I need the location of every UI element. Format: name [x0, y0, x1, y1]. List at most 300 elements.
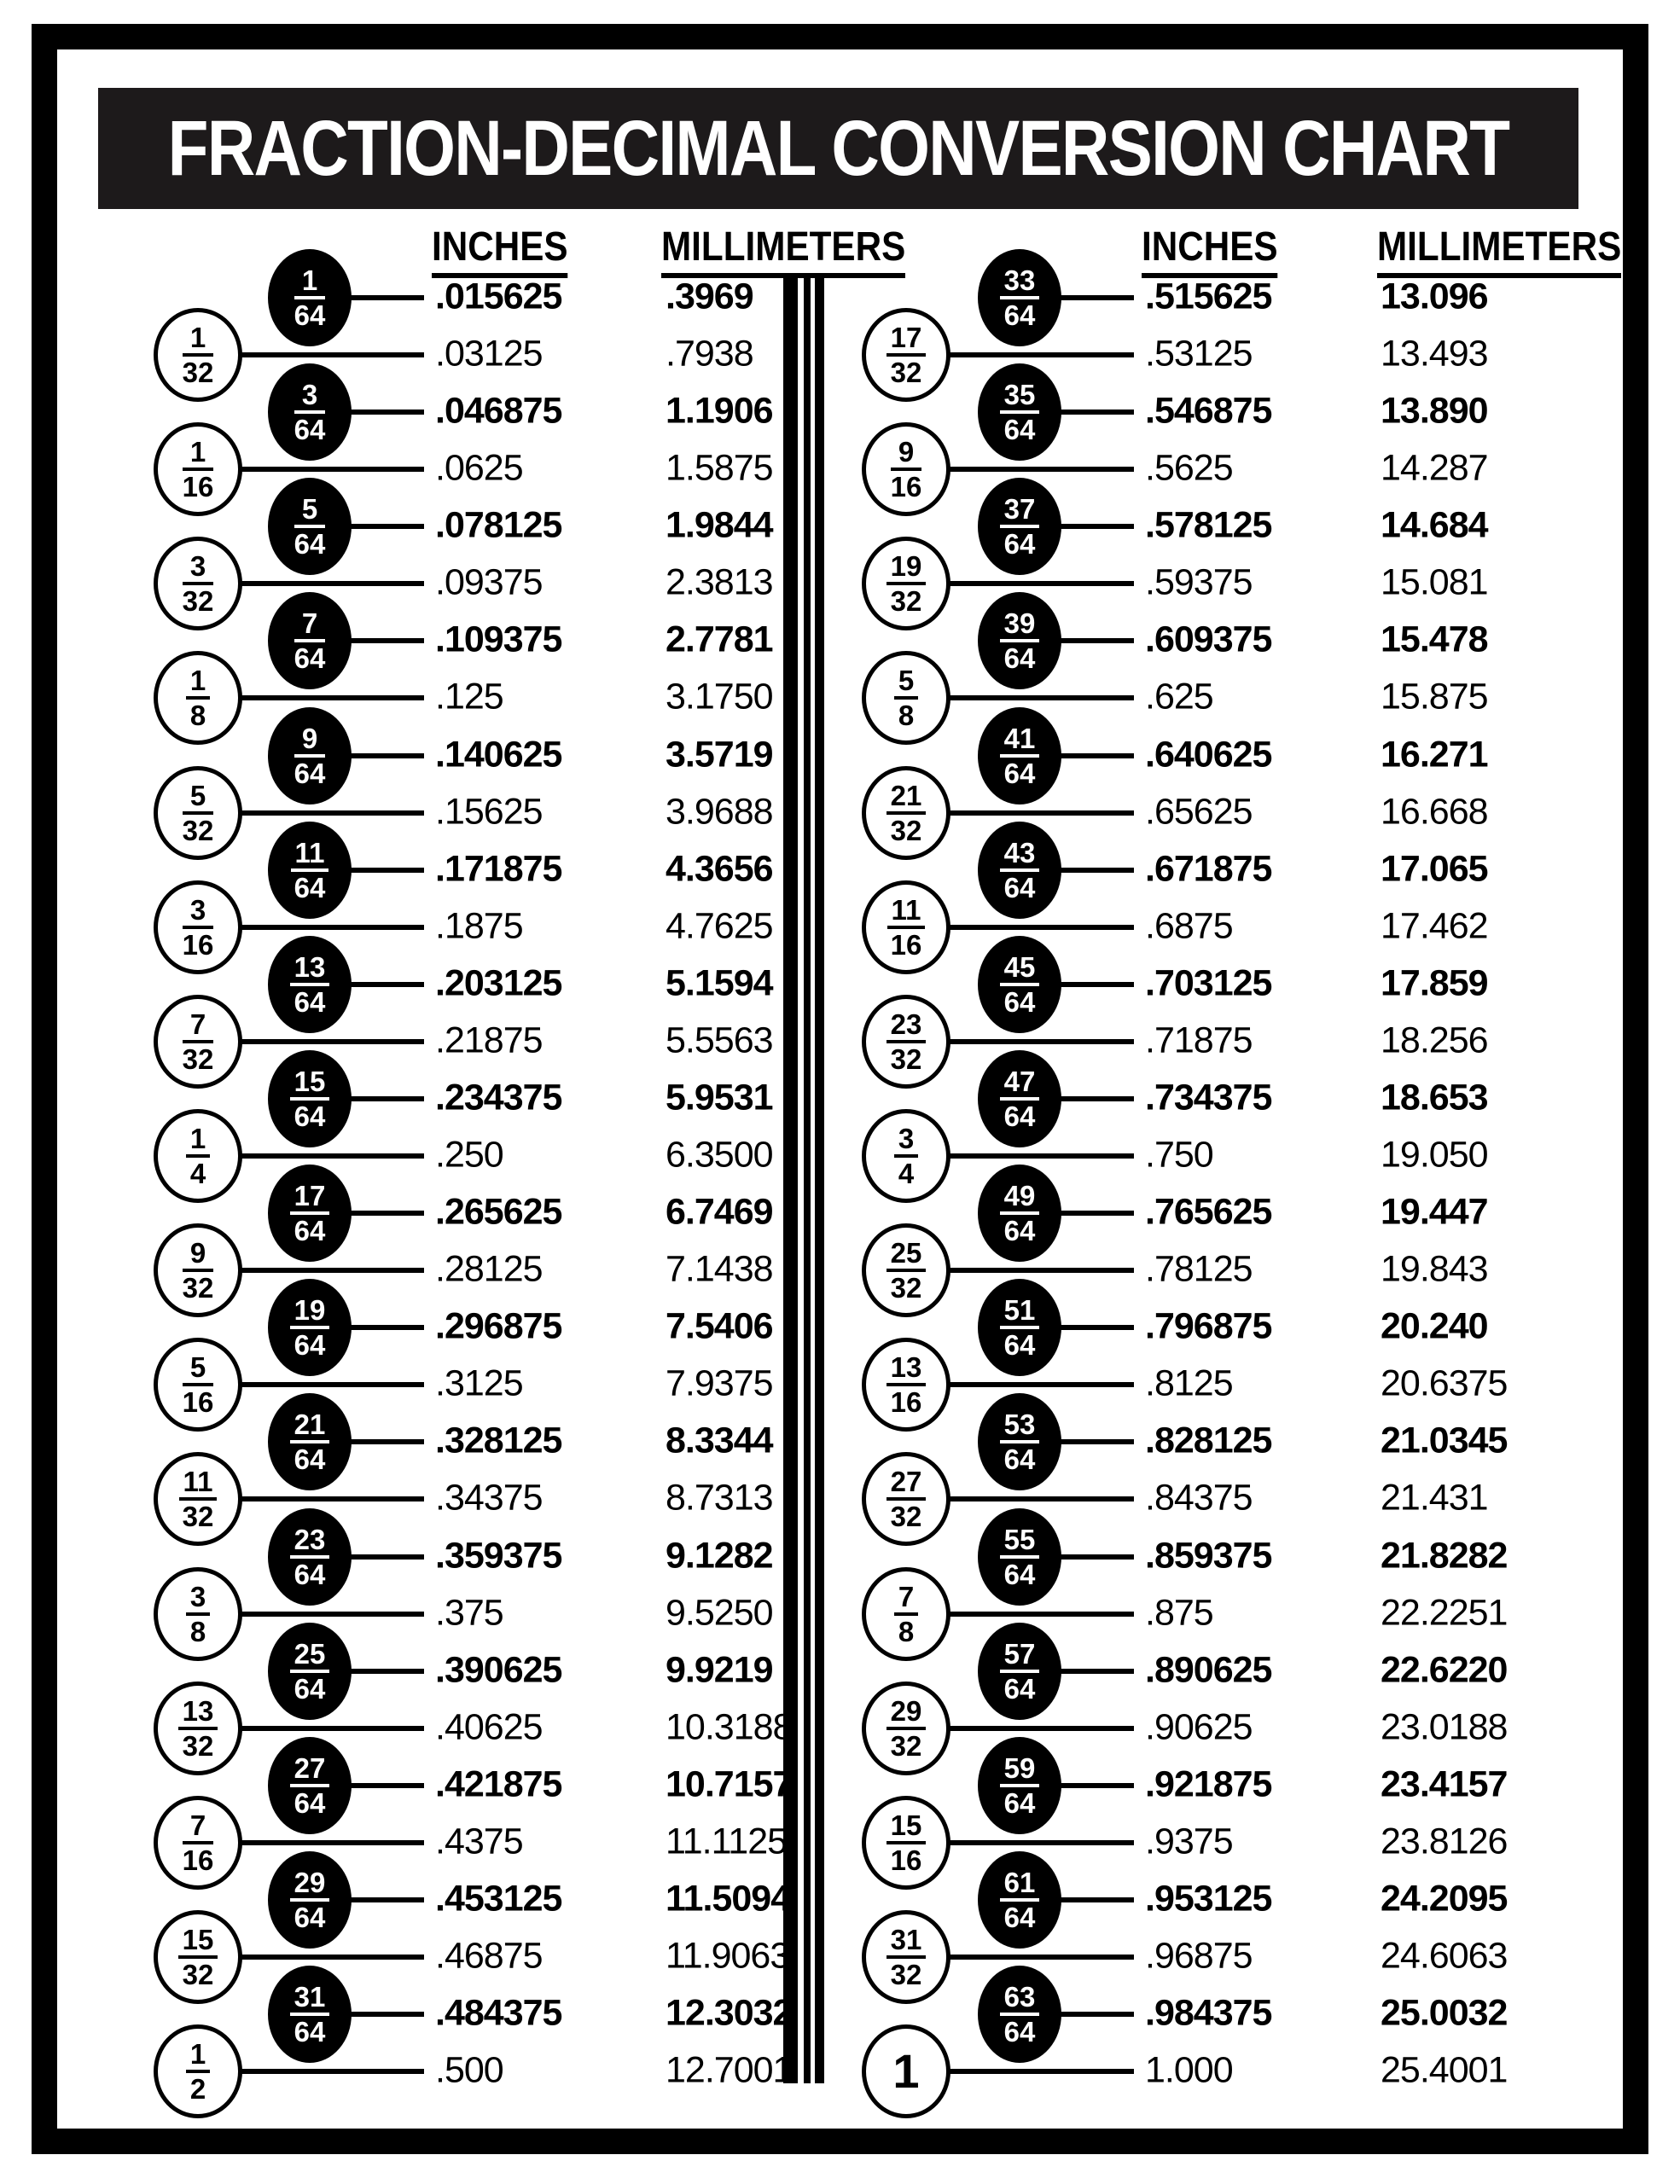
fraction-label: [1000, 266, 1040, 329]
fraction-denominator: 16: [182, 928, 214, 961]
fraction-circle: [268, 1393, 352, 1490]
inches-value: .34375: [435, 1477, 543, 1519]
fraction-label: [887, 1811, 927, 1874]
fraction-denominator: 32: [182, 1272, 214, 1304]
mm-value: 2.7781: [666, 619, 773, 660]
connector-line: [947, 1612, 1134, 1617]
fraction-denominator: 32: [890, 585, 922, 618]
connector-line: [947, 1268, 1134, 1273]
fraction-numerator: 35: [1000, 380, 1040, 414]
connector-line: [348, 2012, 424, 2017]
fraction-numerator: 57: [1000, 1640, 1040, 1673]
inches-value: 1.000: [1145, 2049, 1233, 2091]
mm-value: 15.081: [1381, 561, 1488, 603]
fraction-label: [894, 1580, 918, 1647]
connector-line: [348, 1325, 424, 1330]
fraction-numerator: 17: [887, 323, 927, 357]
fraction-circle: [862, 651, 950, 745]
fraction-circle: [978, 1165, 1061, 1262]
fraction-denominator: 64: [1003, 299, 1036, 331]
mm-value: 9.5250: [666, 1592, 773, 1634]
fraction-label: [178, 1926, 218, 1989]
fraction-denominator: 64: [294, 757, 326, 789]
fraction-label: [1000, 950, 1040, 1018]
fraction-circle: [268, 1050, 352, 1147]
fraction-denominator: 64: [1003, 1215, 1036, 1247]
inches-value: .171875: [435, 848, 562, 890]
fraction-label: [179, 1467, 218, 1531]
inches-value: .90625: [1145, 1706, 1253, 1748]
fraction-circle: [268, 1165, 352, 1262]
fraction-label: [290, 1868, 330, 1931]
fraction-denominator: 8: [189, 1615, 206, 1647]
fraction-denominator: 8: [898, 1615, 915, 1647]
inches-value: .828125: [1145, 1420, 1272, 1461]
fraction-label: [290, 1525, 330, 1589]
fraction-circle: [978, 1508, 1061, 1606]
mm-value: 5.5563: [666, 1019, 773, 1061]
fraction-denominator: 64: [1003, 2016, 1036, 2048]
fraction-denominator: 16: [182, 471, 214, 503]
inches-value: .625: [1145, 677, 1213, 718]
inches-value: .984375: [1145, 1992, 1272, 2034]
fraction-denominator: 64: [294, 2016, 326, 2048]
mm-value: 13.096: [1381, 276, 1488, 317]
fraction-label: [887, 1010, 927, 1073]
fraction-denominator: 64: [1003, 1100, 1036, 1132]
fraction-circle: [978, 1623, 1061, 1720]
mm-value: 7.9375: [666, 1362, 773, 1404]
fraction-circle: [154, 1567, 242, 1661]
fraction-label: [1000, 1751, 1040, 1819]
fraction-label: [183, 781, 214, 845]
mm-value: 3.5719: [666, 734, 773, 775]
mm-value: 4.7625: [666, 905, 773, 947]
connector-line: [239, 2069, 424, 2074]
fraction-denominator: 64: [1003, 757, 1036, 789]
inches-value: .71875: [1145, 1019, 1253, 1061]
connector-line: [947, 467, 1134, 472]
fraction-denominator: 64: [294, 1786, 326, 1819]
connector-line: [1058, 1783, 1134, 1788]
connector-line: [947, 352, 1134, 357]
fraction-circle: [154, 766, 242, 860]
page-title: FRACTION-DECIMAL CONVERSION CHART: [167, 104, 1509, 192]
fraction-circle: [154, 1452, 242, 1546]
fraction-circle: [268, 1737, 352, 1834]
fraction-circle: [862, 537, 950, 630]
inches-value: .859375: [1145, 1535, 1272, 1577]
fraction-numerator: 9: [294, 724, 326, 758]
fraction-numerator: 61: [1000, 1868, 1040, 1902]
fraction-label: [1000, 1637, 1040, 1705]
fraction-numerator: 9: [183, 1239, 214, 1272]
connector-line: [947, 925, 1134, 930]
inches-value: .09375: [435, 561, 543, 603]
fraction-label: [178, 1694, 218, 1762]
fraction-label: [183, 1010, 214, 1073]
inches-value: .500: [435, 2049, 503, 2091]
mm-value: 15.478: [1381, 619, 1488, 660]
fraction-numerator: 5: [183, 781, 214, 815]
fraction-numerator: 19: [290, 1296, 330, 1329]
fraction-circle: [978, 822, 1061, 919]
inches-value: .453125: [435, 1878, 562, 1920]
connector-line: [348, 1211, 424, 1216]
fraction-circle: [862, 1109, 950, 1203]
fraction-circle: [862, 2024, 950, 2118]
fraction-circle: [154, 1910, 242, 2004]
fraction-denominator: 16: [182, 1844, 214, 1876]
inches-value: .421875: [435, 1763, 562, 1805]
connector-line: [239, 1840, 424, 1845]
fraction-circle: [862, 1682, 950, 1775]
inches-value: .03125: [435, 333, 543, 375]
inches-value: .6875: [1145, 905, 1233, 947]
mm-value: 12.7001: [666, 2049, 793, 2091]
fraction-label: [1000, 1182, 1040, 1245]
fraction-denominator: 32: [890, 814, 922, 846]
fraction-denominator: 8: [898, 700, 915, 732]
fraction-label: [891, 438, 922, 501]
fraction-label: [887, 1239, 927, 1302]
connector-line: [947, 1726, 1134, 1731]
fraction-label: [887, 322, 927, 389]
fraction-denominator: 64: [294, 871, 326, 903]
connector-line: [348, 1669, 424, 1674]
fraction-label: [290, 1294, 330, 1362]
fraction-denominator: 64: [294, 1443, 326, 1476]
inches-value: .359375: [435, 1535, 562, 1577]
mm-value: 21.8282: [1381, 1535, 1508, 1577]
inches-value: .921875: [1145, 1763, 1272, 1805]
fraction-numerator: 5: [294, 495, 326, 528]
fraction-circle: [154, 1109, 242, 1203]
fraction-circle: [154, 422, 242, 516]
fraction-label: [294, 607, 326, 675]
fraction-label: [186, 2038, 210, 2106]
connector-line: [947, 810, 1134, 816]
fraction-denominator: 64: [1003, 1786, 1036, 1819]
fraction-label: [290, 1637, 330, 1705]
inches-value: .734375: [1145, 1077, 1272, 1118]
fraction-circle: [268, 936, 352, 1033]
mm-value: 9.1282: [666, 1535, 773, 1577]
mm-value: 3.1750: [666, 677, 773, 718]
fraction-denominator: 32: [182, 1959, 214, 1991]
connector-line: [1058, 295, 1134, 300]
mm-value: 19.050: [1381, 1134, 1488, 1176]
fraction-circle: [154, 1682, 242, 1775]
fraction-denominator: 32: [890, 1729, 922, 1762]
connector-line: [239, 1153, 424, 1159]
fraction-circle: [154, 1796, 242, 1890]
fraction-circle: [862, 1796, 950, 1890]
fraction-denominator: 32: [890, 1501, 922, 1533]
fraction-label: [183, 1811, 214, 1874]
fraction-denominator: 4: [189, 1158, 206, 1190]
fraction-circle: [268, 249, 352, 346]
fraction-denominator: 64: [294, 985, 326, 1018]
fraction-denominator: 64: [294, 1215, 326, 1247]
fraction-label: [291, 836, 329, 903]
fraction-label: [294, 380, 326, 444]
fraction-denominator: 64: [1003, 1901, 1036, 1933]
inches-value: .9375: [1145, 1821, 1233, 1862]
connector-line: [947, 1840, 1134, 1845]
center-divider-bar: [783, 275, 798, 2083]
connector-line: [348, 982, 424, 987]
mm-value: 1.1906: [666, 390, 773, 432]
fraction-denominator: 32: [890, 1959, 922, 1991]
inches-value: .96875: [1145, 1935, 1253, 1977]
fraction-numerator: 3: [183, 896, 214, 929]
fraction-label: [290, 1409, 330, 1476]
fraction-numerator: 11: [887, 896, 926, 929]
mm-value: 20.6375: [1381, 1362, 1508, 1404]
fraction-denominator: 64: [1003, 528, 1036, 561]
fraction-denominator: 64: [294, 299, 326, 331]
inches-value: .671875: [1145, 848, 1272, 890]
mm-value: 5.9531: [666, 1077, 773, 1118]
mm-value: 9.9219: [666, 1649, 773, 1691]
inches-value: .953125: [1145, 1878, 1272, 1920]
inches-value: .40625: [435, 1706, 543, 1748]
fraction-denominator: 32: [182, 1501, 214, 1533]
connector-line: [1058, 753, 1134, 758]
fraction-denominator: 64: [1003, 1443, 1036, 1476]
fraction-numerator: 3: [186, 1583, 210, 1616]
inches-value: .890625: [1145, 1649, 1272, 1691]
fraction-denominator: 32: [182, 357, 214, 389]
mm-value: 12.3032: [666, 1992, 793, 2034]
fraction-numerator: 27: [290, 1754, 330, 1787]
connector-line: [1058, 638, 1134, 643]
fraction-circle: [978, 249, 1061, 346]
mm-value: 21.431: [1381, 1477, 1488, 1519]
mm-value: 2.3813: [666, 561, 773, 603]
fraction-numerator: 15: [290, 1067, 330, 1101]
fraction-numerator: 23: [290, 1525, 330, 1559]
inches-value: .765625: [1145, 1191, 1272, 1233]
fraction-numerator: 7: [183, 1010, 214, 1043]
inches-value: .015625: [435, 276, 562, 317]
inches-value: .4375: [435, 1821, 523, 1862]
connector-line: [348, 1439, 424, 1444]
inches-value: .125: [435, 677, 503, 718]
fraction-label: [887, 781, 927, 845]
inches-value: .21875: [435, 1019, 543, 1061]
inches-header-right: INCHES: [1142, 224, 1278, 278]
connector-line: [239, 1268, 424, 1273]
mm-value: 24.6063: [1381, 1935, 1508, 1977]
fraction-label: [294, 266, 326, 329]
fraction-circle: [268, 478, 352, 575]
fraction-circle: [862, 1910, 950, 2004]
fraction-label: [887, 1926, 927, 1989]
connector-line: [947, 1496, 1134, 1502]
mm-value: 23.4157: [1381, 1763, 1508, 1805]
inches-value: .109375: [435, 619, 562, 660]
fraction-numerator: 31: [887, 1926, 927, 1959]
fraction-circle: [268, 1623, 352, 1720]
fraction-numerator: 25: [887, 1239, 927, 1272]
fraction-circle: [154, 537, 242, 630]
fraction-denominator: 16: [890, 928, 922, 961]
fraction-numerator: 13: [178, 1697, 218, 1730]
fraction-numerator: 53: [1000, 1410, 1040, 1443]
mm-value: 17.462: [1381, 905, 1488, 947]
mm-value: 11.9063: [666, 1935, 790, 1977]
inches-value: .65625: [1145, 791, 1253, 833]
connector-line: [348, 753, 424, 758]
connector-line: [348, 410, 424, 415]
fraction-circle: [978, 1737, 1061, 1834]
connector-line: [947, 1153, 1134, 1159]
fraction-denominator: 16: [890, 471, 922, 503]
fraction-circle: [154, 1223, 242, 1317]
fraction-denominator: 64: [294, 1100, 326, 1132]
mm-value: 7.5406: [666, 1305, 773, 1347]
mm-value: 25.4001: [1381, 2049, 1508, 2091]
fraction-circle: [862, 1452, 950, 1546]
connector-line: [239, 1955, 424, 1960]
mm-value: 19.447: [1381, 1191, 1488, 1233]
mm-value: 17.859: [1381, 962, 1488, 1004]
fraction-numerator: 7: [294, 609, 326, 642]
center-divider-bar: [815, 275, 824, 2083]
fraction-denominator: 64: [294, 414, 326, 446]
fraction-label: [290, 1182, 330, 1245]
fraction-numerator: 13: [290, 953, 330, 986]
fraction-numerator: 41: [1000, 724, 1040, 758]
inches-value: .578125: [1145, 504, 1272, 546]
fraction-label: [183, 1239, 214, 1302]
fraction-denominator: 32: [182, 1729, 214, 1762]
connector-line: [1058, 1439, 1134, 1444]
fraction-denominator: 32: [890, 1272, 922, 1304]
mm-value: 13.890: [1381, 390, 1488, 432]
inches-value: .84375: [1145, 1477, 1253, 1519]
connector-line: [947, 695, 1134, 700]
inches-value: .1875: [435, 905, 523, 947]
mm-value: 18.256: [1381, 1019, 1488, 1061]
mm-value: 23.0188: [1381, 1706, 1508, 1748]
inches-value: .53125: [1145, 333, 1253, 375]
fraction-denominator: 64: [1003, 1672, 1036, 1705]
fraction-label: [894, 1124, 918, 1188]
fraction-label: [1000, 1294, 1040, 1362]
inches-value: .796875: [1145, 1305, 1272, 1347]
connector-line: [239, 810, 424, 816]
connector-line: [1058, 1897, 1134, 1902]
fraction-circle: [154, 308, 242, 402]
fraction-numerator: 15: [887, 1811, 927, 1844]
fraction-circle: [978, 1050, 1061, 1147]
fraction-circle: [268, 1966, 352, 2063]
fraction-circle: [978, 1966, 1061, 2063]
fraction-circle: [978, 478, 1061, 575]
connector-line: [239, 1039, 424, 1044]
inches-value: .375: [435, 1592, 503, 1634]
mm-value: 11.1125: [666, 1821, 788, 1862]
fraction-numerator: 33: [1000, 266, 1040, 299]
fraction-numerator: 17: [290, 1182, 330, 1215]
inches-value: .78125: [1145, 1248, 1253, 1290]
fraction-label: [1000, 724, 1040, 787]
fraction-circle: [978, 707, 1061, 804]
mm-value: 14.684: [1381, 504, 1488, 546]
mm-value: 3.9688: [666, 791, 773, 833]
fraction-label: [887, 550, 927, 618]
fraction-numerator: 37: [1000, 495, 1040, 528]
connector-line: [348, 524, 424, 529]
mm-value: 21.0345: [1381, 1420, 1508, 1461]
fraction-circle: [978, 1279, 1061, 1376]
fraction-label: [290, 1983, 330, 2046]
inches-value: .140625: [435, 734, 562, 775]
fraction-numerator: 27: [887, 1467, 927, 1501]
fraction-circle: [978, 592, 1061, 689]
fraction-label: [186, 1124, 210, 1188]
fraction-numerator: 31: [290, 1983, 330, 2016]
mm-value: .7938: [666, 333, 753, 375]
fraction-label: [182, 322, 214, 389]
millimeters-header-left: MILLIMETERS: [661, 224, 905, 278]
inches-value: .609375: [1145, 619, 1272, 660]
fraction-denominator: 2: [189, 2073, 206, 2106]
fraction-denominator: 64: [1003, 642, 1036, 675]
fraction-circle: [268, 707, 352, 804]
connector-line: [1058, 524, 1134, 529]
connector-line: [348, 295, 424, 300]
fraction-label: [290, 950, 330, 1018]
fraction-circle: [862, 1338, 950, 1432]
fraction-circle: [268, 363, 352, 461]
connector-line: [1058, 868, 1134, 873]
connector-line: [239, 352, 424, 357]
center-divider-bar: [804, 275, 811, 2083]
millimeters-header-right: MILLIMETERS: [1377, 224, 1621, 278]
mm-value: 5.1594: [666, 962, 773, 1004]
connector-line: [947, 1382, 1134, 1387]
fraction-denominator: 64: [1003, 414, 1036, 446]
fraction-numerator: 5: [183, 1353, 214, 1386]
fraction-numerator: 25: [290, 1640, 330, 1673]
fraction-circle: [268, 822, 352, 919]
fraction-denominator: 64: [1003, 985, 1036, 1018]
mm-value: .3969: [666, 276, 753, 317]
fraction-numerator: 1: [186, 666, 210, 700]
fraction-label: [182, 893, 214, 961]
fraction-circle: [154, 2024, 242, 2118]
fraction-denominator: 64: [1003, 1558, 1036, 1590]
fraction-denominator: 32: [182, 1043, 214, 1075]
fraction-circle: [862, 766, 950, 860]
fraction-label: [186, 665, 210, 732]
mm-value: 15.875: [1381, 677, 1488, 718]
fraction-numerator: 9: [891, 438, 922, 471]
fraction-circle: [862, 1567, 950, 1661]
fraction-numerator: 15: [178, 1926, 218, 1959]
connector-line: [348, 638, 424, 643]
fraction-label: [183, 438, 214, 501]
connector-line: [239, 695, 424, 700]
mm-value: 10.3188: [666, 1706, 793, 1748]
fraction-numerator: 11: [291, 839, 329, 872]
fraction-numerator: 11: [179, 1467, 218, 1501]
mm-value: 16.271: [1381, 734, 1488, 775]
